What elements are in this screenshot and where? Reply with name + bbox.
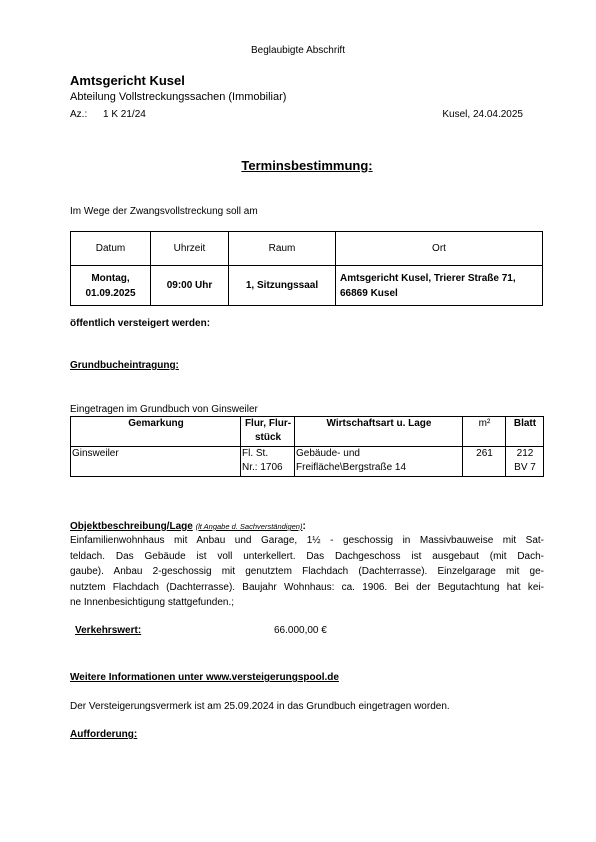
case-number-label: Az.:: [70, 109, 88, 120]
intro-text: Im Wege der Zwangsvollstreckung soll am: [70, 206, 258, 217]
aufforderung-heading: Aufforderung:: [70, 729, 138, 740]
department: Abteilung Vollstreckungssachen (Immobiliar): [70, 91, 287, 103]
cell-datum: Montag, 01.09.2025: [71, 266, 151, 306]
grundbuch-intro: Eingetragen im Grundbuch von Ginsweiler: [70, 404, 258, 415]
certified-copy-label: Beglaubigte Abschrift: [251, 45, 345, 56]
objekt-line: Einfamilienwohnhaus mit Anbau und Garage, 1½ - geschossig in Massivbauweise mit Sat-: [70, 535, 544, 546]
cell-wirtschaftsart: Gebäude- und Freifläche\Bergstraße 14: [295, 447, 463, 477]
auction-text: öffentlich versteigert werden:: [70, 318, 211, 329]
objekt-description: [70, 533, 544, 611]
cell-ort: Amtsgericht Kusel, Trierer Straße 71, 66869 Kusel: [336, 266, 543, 306]
verkehrswert-value: 66.000,00 €: [274, 625, 327, 636]
cell-flur: Fl. St. Nr.: 1706: [241, 447, 295, 477]
objekt-line: nutztem Flachdach (Dachterrasse). Baujahr Wohnhaus: ca. 1906. Bei der Begutachtung hat kei-: [70, 581, 544, 593]
col-m2: m²: [463, 417, 506, 447]
col-ort: Ort: [336, 232, 543, 266]
case-number: 1 K 21/24: [103, 109, 146, 120]
col-raum: Raum: [229, 232, 336, 266]
objekt-line: teldach. Das Gebäude ist voll unterkellert. Das Dachgeschoss ist ausgebaut (mit Dach-: [70, 550, 544, 562]
land-table-header: [71, 417, 544, 447]
col-wirtschaftsart: Wirtschaftsart u. Lage: [295, 417, 463, 447]
objekt-heading-label: Objektbeschreibung/Lage: [70, 521, 193, 532]
objekt-line: gaube). Anbau 2-geschossig mit genutztem Flachdach (Dachterrasse). Einzelgarage mit ge-: [70, 566, 544, 578]
col-datum: Datum: [71, 232, 151, 266]
document-title: Terminsbestimmung:: [241, 158, 373, 173]
cell-raum: 1, Sitzungssaal: [229, 266, 336, 306]
vermerk-text: Der Versteigerungsvermerk ist am 25.09.2024 in das Grundbuch eingetragen worden.: [70, 701, 450, 712]
court-name: Amtsgericht Kusel: [70, 73, 185, 88]
objekt-line: ne Innenbesichtigung stattgefunden.;: [70, 597, 235, 609]
cell-uhrzeit: 09:00 Uhr: [151, 266, 229, 306]
land-register-table: [70, 416, 544, 477]
place-date: Kusel, 24.04.2025: [442, 109, 523, 120]
land-table-row: [71, 447, 544, 477]
appointment-table: [70, 231, 543, 306]
objekt-heading: [70, 521, 306, 532]
appointment-row: [71, 266, 543, 306]
appointment-table-header: [71, 232, 543, 266]
col-uhrzeit: Uhrzeit: [151, 232, 229, 266]
col-gemarkung: Gemarkung: [71, 417, 241, 447]
col-blatt: Blatt: [506, 417, 544, 447]
cell-m2: 261: [463, 447, 506, 477]
objekt-heading-note: (lt Angabe d. Sachverständigen): [195, 522, 303, 531]
weitere-info: Weitere Informationen unter www.versteigerungspool.de: [70, 672, 339, 683]
cell-blatt: 212 BV 7: [506, 447, 544, 477]
col-flur: Flur, Flur- stück: [241, 417, 295, 447]
verkehrswert-label: Verkehrswert:: [75, 625, 142, 636]
objekt-heading-colon: :: [302, 521, 306, 532]
grundbuch-heading: Grundbucheintragung:: [70, 360, 179, 371]
cell-gemarkung: Ginsweiler: [71, 447, 241, 477]
